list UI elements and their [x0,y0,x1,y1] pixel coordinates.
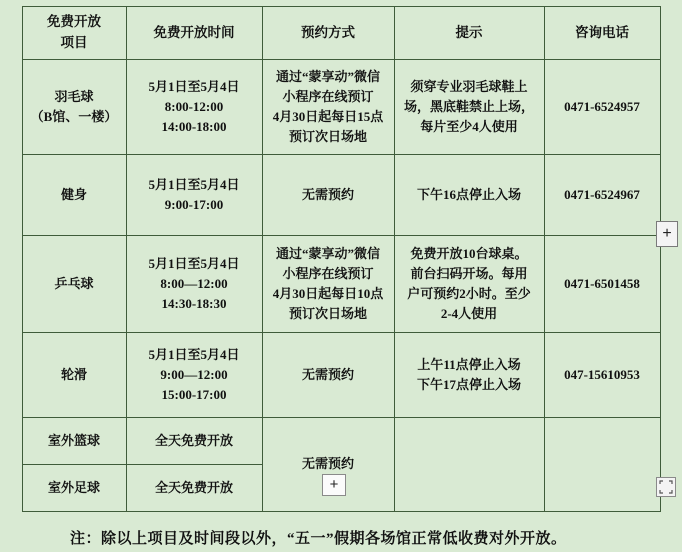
zoom-in-button[interactable] [656,221,678,247]
text-line: 前台扫码开场。每用 [410,265,528,281]
text-line: 无需预约 [301,456,354,472]
header-tips [394,7,544,60]
text-line: 8:00-12:00 [164,98,224,114]
header-project-line-2: 项目 [60,35,88,50]
cell-booking-method [262,418,394,512]
header-open-time [126,7,262,60]
cell-tips [394,236,544,333]
header-project [22,7,126,60]
text-line: 通过“蒙享动”微信 [275,68,380,84]
table-row [22,418,660,465]
note-text: 注：除以上项目及时间段以外，“五一”假期各场馆正常低收费对外开放。 [70,531,567,547]
cell-open-time [126,418,262,465]
cell-open-time [126,60,262,155]
cell-project [22,236,126,333]
text-line: 全天免费开放 [154,479,233,495]
header-tips-line-1: 提示 [455,24,483,40]
text-line: 14:00-18:00 [161,119,227,135]
cell-project [22,155,126,236]
cell-tips [394,333,544,418]
text-line: 4月30日起每日15点 [272,109,384,124]
cell-booking-method [262,333,394,418]
text-line: 乒乓球 [54,275,94,291]
cell-tips [394,418,544,512]
cell-tips [394,155,544,236]
text-line: 下午16点停止入场 [416,186,521,202]
text-line: 轮滑 [60,366,87,382]
cell-booking-method [262,155,394,236]
text-line: 15:00-17:00 [161,387,227,403]
text-line: 通过“蒙享动”微信 [275,245,380,261]
cell-booking-method [262,60,394,155]
header-booking-method [262,7,394,60]
text-line: 0471-6524957 [564,98,640,114]
text-line: 预订次日场地 [288,306,367,322]
text-line: 羽毛球 [54,88,94,104]
header-phone [544,7,660,60]
text-line: 下午17点停止入场 [416,377,521,392]
cell-phone [544,60,660,155]
text-line: 0471-6501458 [564,275,640,291]
cell-booking-method [262,236,394,333]
table-header-row [22,7,660,60]
cell-tips [394,60,544,155]
text-line: 场，黑底鞋禁止上场， [403,98,534,114]
cell-phone [544,333,660,418]
cell-phone [544,155,660,236]
plus-icon: + [662,225,672,242]
text-line: 健身 [60,186,87,202]
text-line: 5月1日至5月4日 [148,255,240,271]
cell-project [22,60,126,155]
text-line: 5月1日至5月4日 [148,346,240,362]
text-line: 无需预约 [301,366,354,382]
text-line: 免费开放10台球桌。 [410,245,528,261]
cell-project [22,418,126,465]
cell-open-time [126,333,262,418]
table-row [22,236,660,333]
text-line: 无需预约 [301,186,354,202]
text-line: 上午11点停止入场 [417,356,521,372]
text-line: 5月1日至5月4日 [148,176,240,192]
table-row [22,60,660,155]
cell-open-time [126,236,262,333]
text-line: 0471-6524967 [564,186,640,202]
text-line: 须穿专业羽毛球鞋上 [410,78,528,94]
header-open-time-line-1: 免费开放时间 [153,24,235,40]
cell-project [22,465,126,512]
text-line: 小程序在线预订 [282,265,374,281]
free-open-schedule-table [22,6,661,512]
cell-open-time [126,155,262,236]
text-line: 每片至少4人使用 [420,119,518,135]
header-project-line-1: 免费开放 [47,14,101,30]
text-line: 预订次日场地 [288,129,367,145]
table-row [22,155,660,236]
cell-phone [544,236,660,333]
text-line: 047-15610953 [564,366,640,382]
header-booking-method-line-1: 预约方式 [301,24,355,40]
table-row [22,333,660,418]
footer-note [8,526,674,552]
text-line: 室外篮球 [47,432,100,448]
text-line: 4月30日起每日10点 [272,286,384,301]
text-line: 9:00-17:00 [164,197,224,212]
text-line: 全天免费开放 [154,432,233,448]
cell-phone [544,418,660,512]
text-line: 室外足球 [47,479,100,495]
plus-icon: + [329,476,339,493]
text-line: 2-4人使用 [440,306,498,322]
text-line: 14:30-18:30 [161,296,227,312]
text-line: 户可预约2小时。至少 [407,286,531,301]
text-line: （B馆、一楼） [30,109,118,124]
cell-project [22,333,126,418]
text-line: 小程序在线预订 [282,88,374,104]
resize-handle[interactable] [656,477,676,497]
header-phone-line-1: 咨询电话 [575,24,629,40]
text-line: 9:00—12:00 [160,366,228,382]
text-line: 8:00—12:00 [160,275,228,291]
text-line: 5月1日至5月4日 [148,78,240,94]
inline-add-button[interactable] [322,474,346,496]
cell-open-time [126,465,262,512]
